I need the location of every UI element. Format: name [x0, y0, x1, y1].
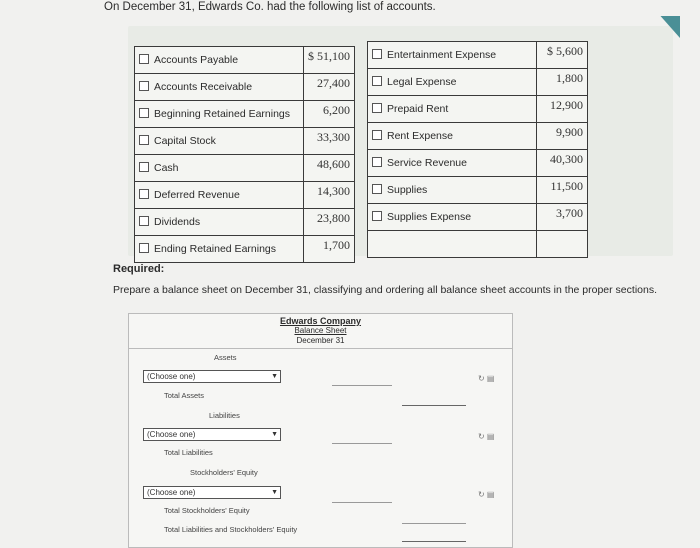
account-name-cell: [135, 236, 304, 263]
account-row: [368, 42, 588, 69]
account-value: 1,800: [537, 69, 588, 96]
account-name: Rent Expense: [387, 130, 453, 142]
liabilities-select-value: (Choose one): [147, 430, 196, 439]
account-value: 48,600: [304, 155, 355, 182]
statement-date: December 31: [296, 336, 345, 345]
account-name: Entertainment Expense: [387, 49, 497, 61]
account-row: [368, 150, 588, 177]
account-row: [368, 69, 588, 96]
account-name-cell: [135, 101, 304, 128]
account-name: Prepaid Rent: [387, 103, 449, 115]
account-name: Dividends: [154, 216, 201, 228]
account-name-cell: [368, 96, 537, 123]
total-liabilities-label: Total Liabilities: [164, 448, 213, 457]
liabilities-amount-line[interactable]: [332, 443, 392, 444]
account-name: Capital Stock: [154, 135, 216, 147]
account-name-cell: [135, 74, 304, 101]
account-value: 40,300: [537, 150, 588, 177]
total-liab-equity-line[interactable]: [402, 541, 466, 542]
account-value: 14,300: [304, 182, 355, 209]
account-name-cell: [368, 42, 537, 69]
checkbox-icon[interactable]: [372, 157, 382, 167]
account-name-cell: [368, 231, 537, 258]
row-icons[interactable]: ↻ ▤: [478, 432, 495, 441]
checkbox-icon[interactable]: [139, 108, 149, 118]
assets-amount-line[interactable]: [332, 385, 392, 386]
account-name-cell: [368, 204, 537, 231]
chevron-down-icon: ▼: [271, 373, 278, 380]
chevron-down-icon: ▼: [271, 431, 278, 438]
checkbox-icon[interactable]: [139, 243, 149, 253]
checkbox-icon[interactable]: [139, 135, 149, 145]
account-value: 11,500: [537, 177, 588, 204]
total-assets-label: Total Assets: [164, 391, 205, 400]
account-name: Accounts Receivable: [154, 81, 253, 93]
checkbox-icon[interactable]: [139, 189, 149, 199]
account-value: [537, 231, 588, 258]
checkbox-icon[interactable]: [372, 184, 382, 194]
account-row: [135, 182, 355, 209]
account-name-cell: [135, 209, 304, 236]
total-equity-line[interactable]: [402, 523, 466, 524]
checkbox-icon[interactable]: [372, 76, 382, 86]
equity-heading: Stockholders' Equity: [190, 468, 258, 477]
assets-heading: Assets: [214, 353, 237, 362]
accounts-table-left: [134, 46, 355, 263]
account-value: 3,700: [537, 204, 588, 231]
checkbox-icon[interactable]: [139, 216, 149, 226]
equity-select-value: (Choose one): [147, 488, 196, 497]
assets-select-value: (Choose one): [147, 372, 196, 381]
account-name-cell: [135, 128, 304, 155]
required-text: Prepare a balance sheet on December 31, classifying and ordering all balance sheet accounts in the proper sections.: [113, 284, 657, 296]
balance-sheet-header: [128, 313, 513, 349]
account-value: 1,700: [304, 236, 355, 263]
account-name: Cash: [154, 162, 179, 174]
checkbox-icon[interactable]: [372, 103, 382, 113]
row-icons[interactable]: ↻ ▤: [478, 374, 495, 383]
assets-select[interactable]: [143, 370, 281, 383]
company-name: Edwards Company: [279, 316, 362, 326]
checkbox-icon[interactable]: [372, 211, 382, 221]
account-row: [135, 128, 355, 155]
account-row: [368, 204, 588, 231]
account-name-cell: [368, 69, 537, 96]
statement-name: Balance Sheet: [294, 326, 347, 335]
checkbox-icon[interactable]: [139, 54, 149, 64]
checkbox-icon[interactable]: [139, 162, 149, 172]
equity-select[interactable]: [143, 486, 281, 499]
account-value: 9,900: [537, 123, 588, 150]
account-name-cell: [368, 123, 537, 150]
account-name-cell: [368, 150, 537, 177]
account-value: 27,400: [304, 74, 355, 101]
account-value: $ 51,100: [304, 47, 355, 74]
account-row: [135, 74, 355, 101]
intro-text: On December 31, Edwards Co. had the following list of accounts.: [104, 1, 436, 13]
account-row: [368, 231, 588, 258]
checkbox-icon[interactable]: [372, 130, 382, 140]
liabilities-heading: Liabilities: [209, 411, 240, 420]
account-name: Accounts Payable: [154, 54, 239, 66]
total-liab-equity-label: Total Liabilities and Stockholders' Equity: [164, 525, 298, 534]
account-row: [135, 209, 355, 236]
account-row: [135, 236, 355, 263]
liabilities-select[interactable]: [143, 428, 281, 441]
account-row: [135, 155, 355, 182]
account-name: Supplies Expense: [387, 211, 472, 223]
account-name: Legal Expense: [387, 76, 457, 88]
total-equity-label: Total Stockholders' Equity: [164, 506, 250, 515]
account-row: [135, 101, 355, 128]
chevron-down-icon: ▼: [271, 489, 278, 496]
accounts-table-right: [367, 41, 588, 258]
account-name: Deferred Revenue: [154, 189, 240, 201]
checkbox-icon[interactable]: [372, 49, 382, 59]
equity-amount-line[interactable]: [332, 502, 392, 503]
account-name-cell: [368, 177, 537, 204]
account-name-cell: [135, 155, 304, 182]
account-row: [368, 96, 588, 123]
account-value: 12,900: [537, 96, 588, 123]
account-row: [135, 47, 355, 74]
row-icons[interactable]: ↻ ▤: [478, 490, 495, 499]
checkbox-icon[interactable]: [139, 81, 149, 91]
account-name: Service Revenue: [387, 157, 467, 169]
account-name: Supplies: [387, 184, 428, 196]
account-name-cell: [135, 47, 304, 74]
total-assets-line[interactable]: [402, 405, 466, 406]
account-value: $ 5,600: [537, 42, 588, 69]
account-value: 33,300: [304, 128, 355, 155]
account-row: [368, 177, 588, 204]
account-name: Ending Retained Earnings: [154, 243, 277, 255]
account-value: 23,800: [304, 209, 355, 236]
account-value: 6,200: [304, 101, 355, 128]
account-name-cell: [135, 182, 304, 209]
account-row: [368, 123, 588, 150]
account-name: Beginning Retained Earnings: [154, 108, 291, 120]
required-title: Required:: [113, 263, 165, 275]
